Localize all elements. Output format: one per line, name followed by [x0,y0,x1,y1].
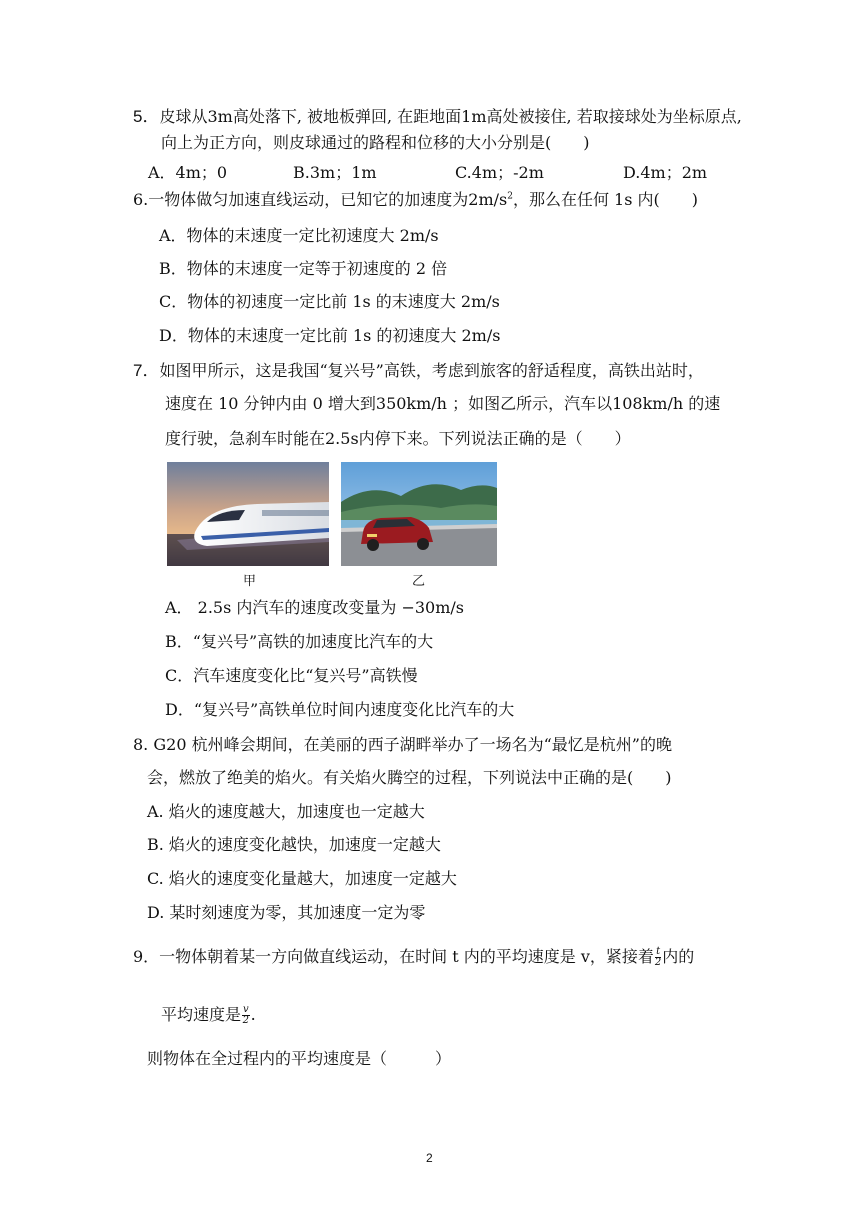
caption-jia: 甲 [243,574,257,589]
question-9-line-1: 9．一物体朝着某一方向做直线运动，在时间 t 内的平均速度是 v，紧接着 $\frac{t}{2}$ 内的 [133,946,695,968]
question-7-option-d: D．“复兴号”高铁单位时间内速度变化比汽车的大 [165,700,515,719]
question-8-option-c: C. 焰火的速度变化量越大，加速度一定越大 [147,869,457,888]
question-8-option-b: B. 焰火的速度变化越快，加速度一定越大 [147,835,441,854]
question-7-option-a: A． 2.5s 内汽车的速度改变量为 −30m/s [165,598,465,617]
question-7-option-c: C．汽车速度变化比“复兴号”高铁慢 [165,666,418,685]
question-6-option-a: A．物体的末速度一定比初速度大 2m/s [159,226,439,245]
question-6-option-b: B．物体的末速度一定等于初速度的 2 倍 [159,259,448,278]
question-7-line-2: 速度在 10 分钟内由 0 增大到350km/h ；如图乙所示，汽车以108km/h 的速 [165,394,721,413]
question-6-stem: 6.一物体做匀加速直线运动，已知它的加速度为$2m/s^2$，那么在任何 1s 内( ) [133,190,699,209]
question-8-line-1: 8. G20 杭州峰会期间，在美丽的西子湖畔举办了一场名为“最忆是杭州”的晚 [133,735,672,754]
question-7-line-1: 7．如图甲所示，这是我国“复兴号”高铁，考虑到旅客的舒适程度，高铁出站时， [133,361,704,380]
question-number: 7． [133,361,160,380]
question-9-line-2: 平均速度是 $\frac{v}{2}$ . [161,1004,256,1026]
question-7-line-3: 度行驶，急刹车时能在2.5s内停下来。下列说法正确的是（ ） [165,429,631,448]
question-5-option-b: B.3m；1m [293,163,377,182]
question-5-line-2: 向上为正方向，则皮球通过的路程和位移的大小分别是( ) [161,133,590,152]
car-photo [341,462,497,566]
question-5-line-1: 5．皮球从3m高处落下, 被地板弹回, 在距地面1m高处被接住, 若取接球处为坐标原点, [133,107,742,126]
fraction-t-over-2: $\frac{t}{2}$ [654,946,662,968]
question-8-option-d: D. 某时刻速度为零，其加速度一定为零 [147,903,426,922]
high-speed-train-photo [167,462,329,566]
question-6-option-c: C．物体的初速度一定比前 1s 的末速度大 2m/s [159,292,500,311]
caption-yi: 乙 [412,574,426,589]
fraction-v-over-2: $\frac{v}{2}$ [242,1004,250,1026]
question-5-option-d: D.4m；2m [623,163,708,182]
page-number: 2 [426,1151,433,1165]
question-9-line-3: 则物体在全过程内的平均速度是（ ） [147,1049,452,1068]
question-8-option-a: A. 焰火的速度越大，加速度也一定越大 [147,802,425,821]
question-8-line-2: 会，燃放了绝美的焰火。有关焰火腾空的过程，下列说法中正确的是( ) [147,768,672,787]
question-5-option-a: A．4m；0 [148,163,228,182]
question-5-option-c: C.4m；-2m [455,163,544,182]
question-7-option-b: B．“复兴号”高铁的加速度比汽车的大 [165,632,434,651]
question-number: 5． [133,107,160,126]
question-6-option-d: D．物体的末速度一定比前 1s 的初速度大 2m/s [159,326,501,345]
